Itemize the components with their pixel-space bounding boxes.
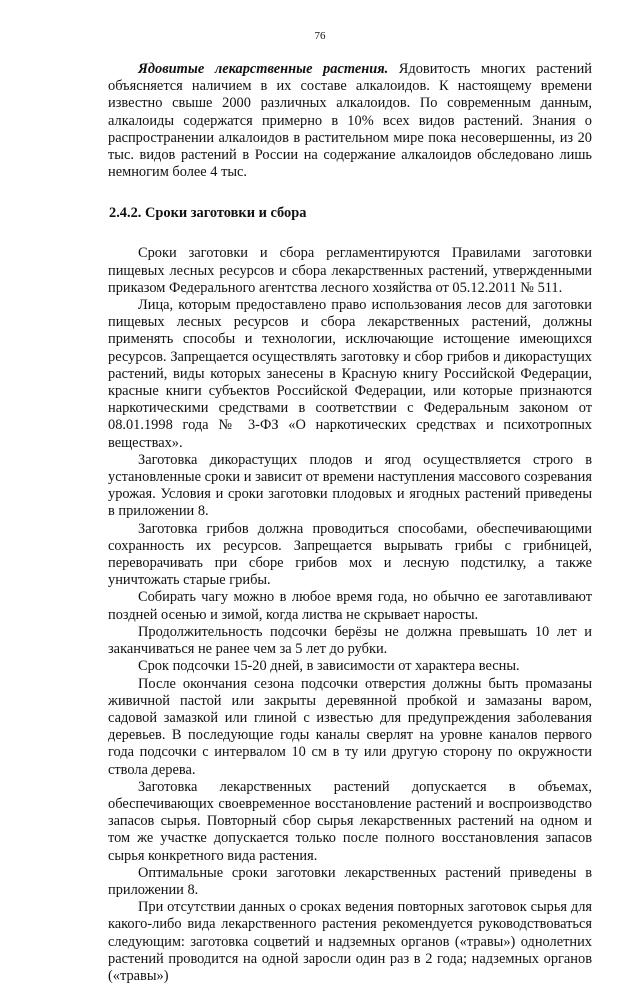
paragraph-chaga: Собирать чагу можно в любое время года, но обычно ее заготавливают поздней осенью и зимой, когда листва не скрывает наросты. xyxy=(108,589,592,623)
paragraph-medicinal-volume: Заготовка лекарственных растений допускается в объемах, обеспечивающих своевременное восстановление растений и воспроизводство запасов сырья. Повторный сбор сырья лекарственных растений на одном и том же участке допускается только после полного восстановления запасов сырья конкретного вида растения. xyxy=(108,778,592,864)
body-text xyxy=(108,61,592,985)
paragraph-regulation: Сроки заготовки и сбора регламентируются Правилами заготовки пищевых лесных ресурсов и сбора лекарственных растений, утвержденными приказом Федерального агентства лесного хозяйства от 05.12.2011 № 511. xyxy=(108,245,592,296)
intro-paragraph xyxy=(108,61,592,181)
paragraph-mushrooms: Заготовка грибов должна проводиться способами, обеспечивающими сохранность их ресурсов. Запрещается вырывать грибы с грибницей, переворачивать при сборе грибов мох и лесную подстилку, а также уничтожать старые грибы. xyxy=(108,520,592,589)
paragraph-fruits-berries: Заготовка дикорастущих плодов и ягод осуществляется строго в установленные сроки и зависит от времени наступления массового созревания урожая. Условия и сроки заготовки плодовых и ягодных растений приведены в приложении 8. xyxy=(108,451,592,520)
paragraph-optimal-terms: Оптимальные сроки заготовки лекарственных растений приведены в приложении 8. xyxy=(108,864,592,898)
paragraph-tapping-period: Срок подсочки 15-20 дней, в зависимости от характера весны. xyxy=(138,658,520,675)
section-number: 2.4.2. xyxy=(109,205,142,222)
page-number: 76 xyxy=(314,30,326,42)
paragraph-after-tapping: После окончания сезона подсочки отверстия должны быть промазаны живичной пастой или закрыты деревянной пробкой и замазаны варом, садовой замазкой или глиной с известью для предупреждения заболевания деревьев. В последующие годы каналы сверлят на уровне каналов первого года подсочки с интервалом 10 см в ту или другую сторону по окружности ствола дерева. xyxy=(108,675,592,778)
intro-text: Ядовитость многих растений объясняется наличием в их составе алкалоидов. К настоящему времени известно свыше 2000 различных алкалоидов. По современным данным, алкалоиды содержатся примерно в 10% всех видов растений. Знания о распространении алкалоидов в растительном мире пока несовершенны, из 20 тыс. видов растений в России на содержание алкалоидов обследовано лишь немногим более 4 тыс. xyxy=(108,61,592,181)
paragraph-birch-tapping-duration: Продолжительность подсочки берёзы не должна превышать 10 лет и заканчиваться не ранее чем за 5 лет до рубки. xyxy=(108,623,592,658)
paragraph-repeat-harvest: При отсутствии данных о сроках ведения повторных заготовок сырья для какого-либо вида лекарственного растения рекомендуется руководствоваться следующим: заготовка соцветий и надземных органов («травы») однолетних растений проводится на одной заросли один раз в 2 года; надземных органов («травы») xyxy=(108,899,592,984)
section-title: Сроки заготовки и сбора xyxy=(145,205,307,222)
intro-lead-in: Ядовитые лекарственные растения. xyxy=(138,61,389,77)
paragraph-harvest-methods: Лица, которым предоставлено право использования лесов для заготовки пищевых лесных ресурсов и сбора лекарственных растений, должны применять способы и технологии, исключающие истощение имеющихся ресурсов. Запрещается осуществлять заготовку и сбор грибов и дикорастущих растений, виды которых занесены в Красную книгу Российской Федерации, красные книги субъектов Российской Федерации, или которые признаются наркотическими средствами в соответствии с Федеральным законом от 08.01.1998 года № 3-ФЗ «О наркотических средствах и психотропных веществах». xyxy=(108,297,592,451)
section-heading xyxy=(108,205,592,222)
